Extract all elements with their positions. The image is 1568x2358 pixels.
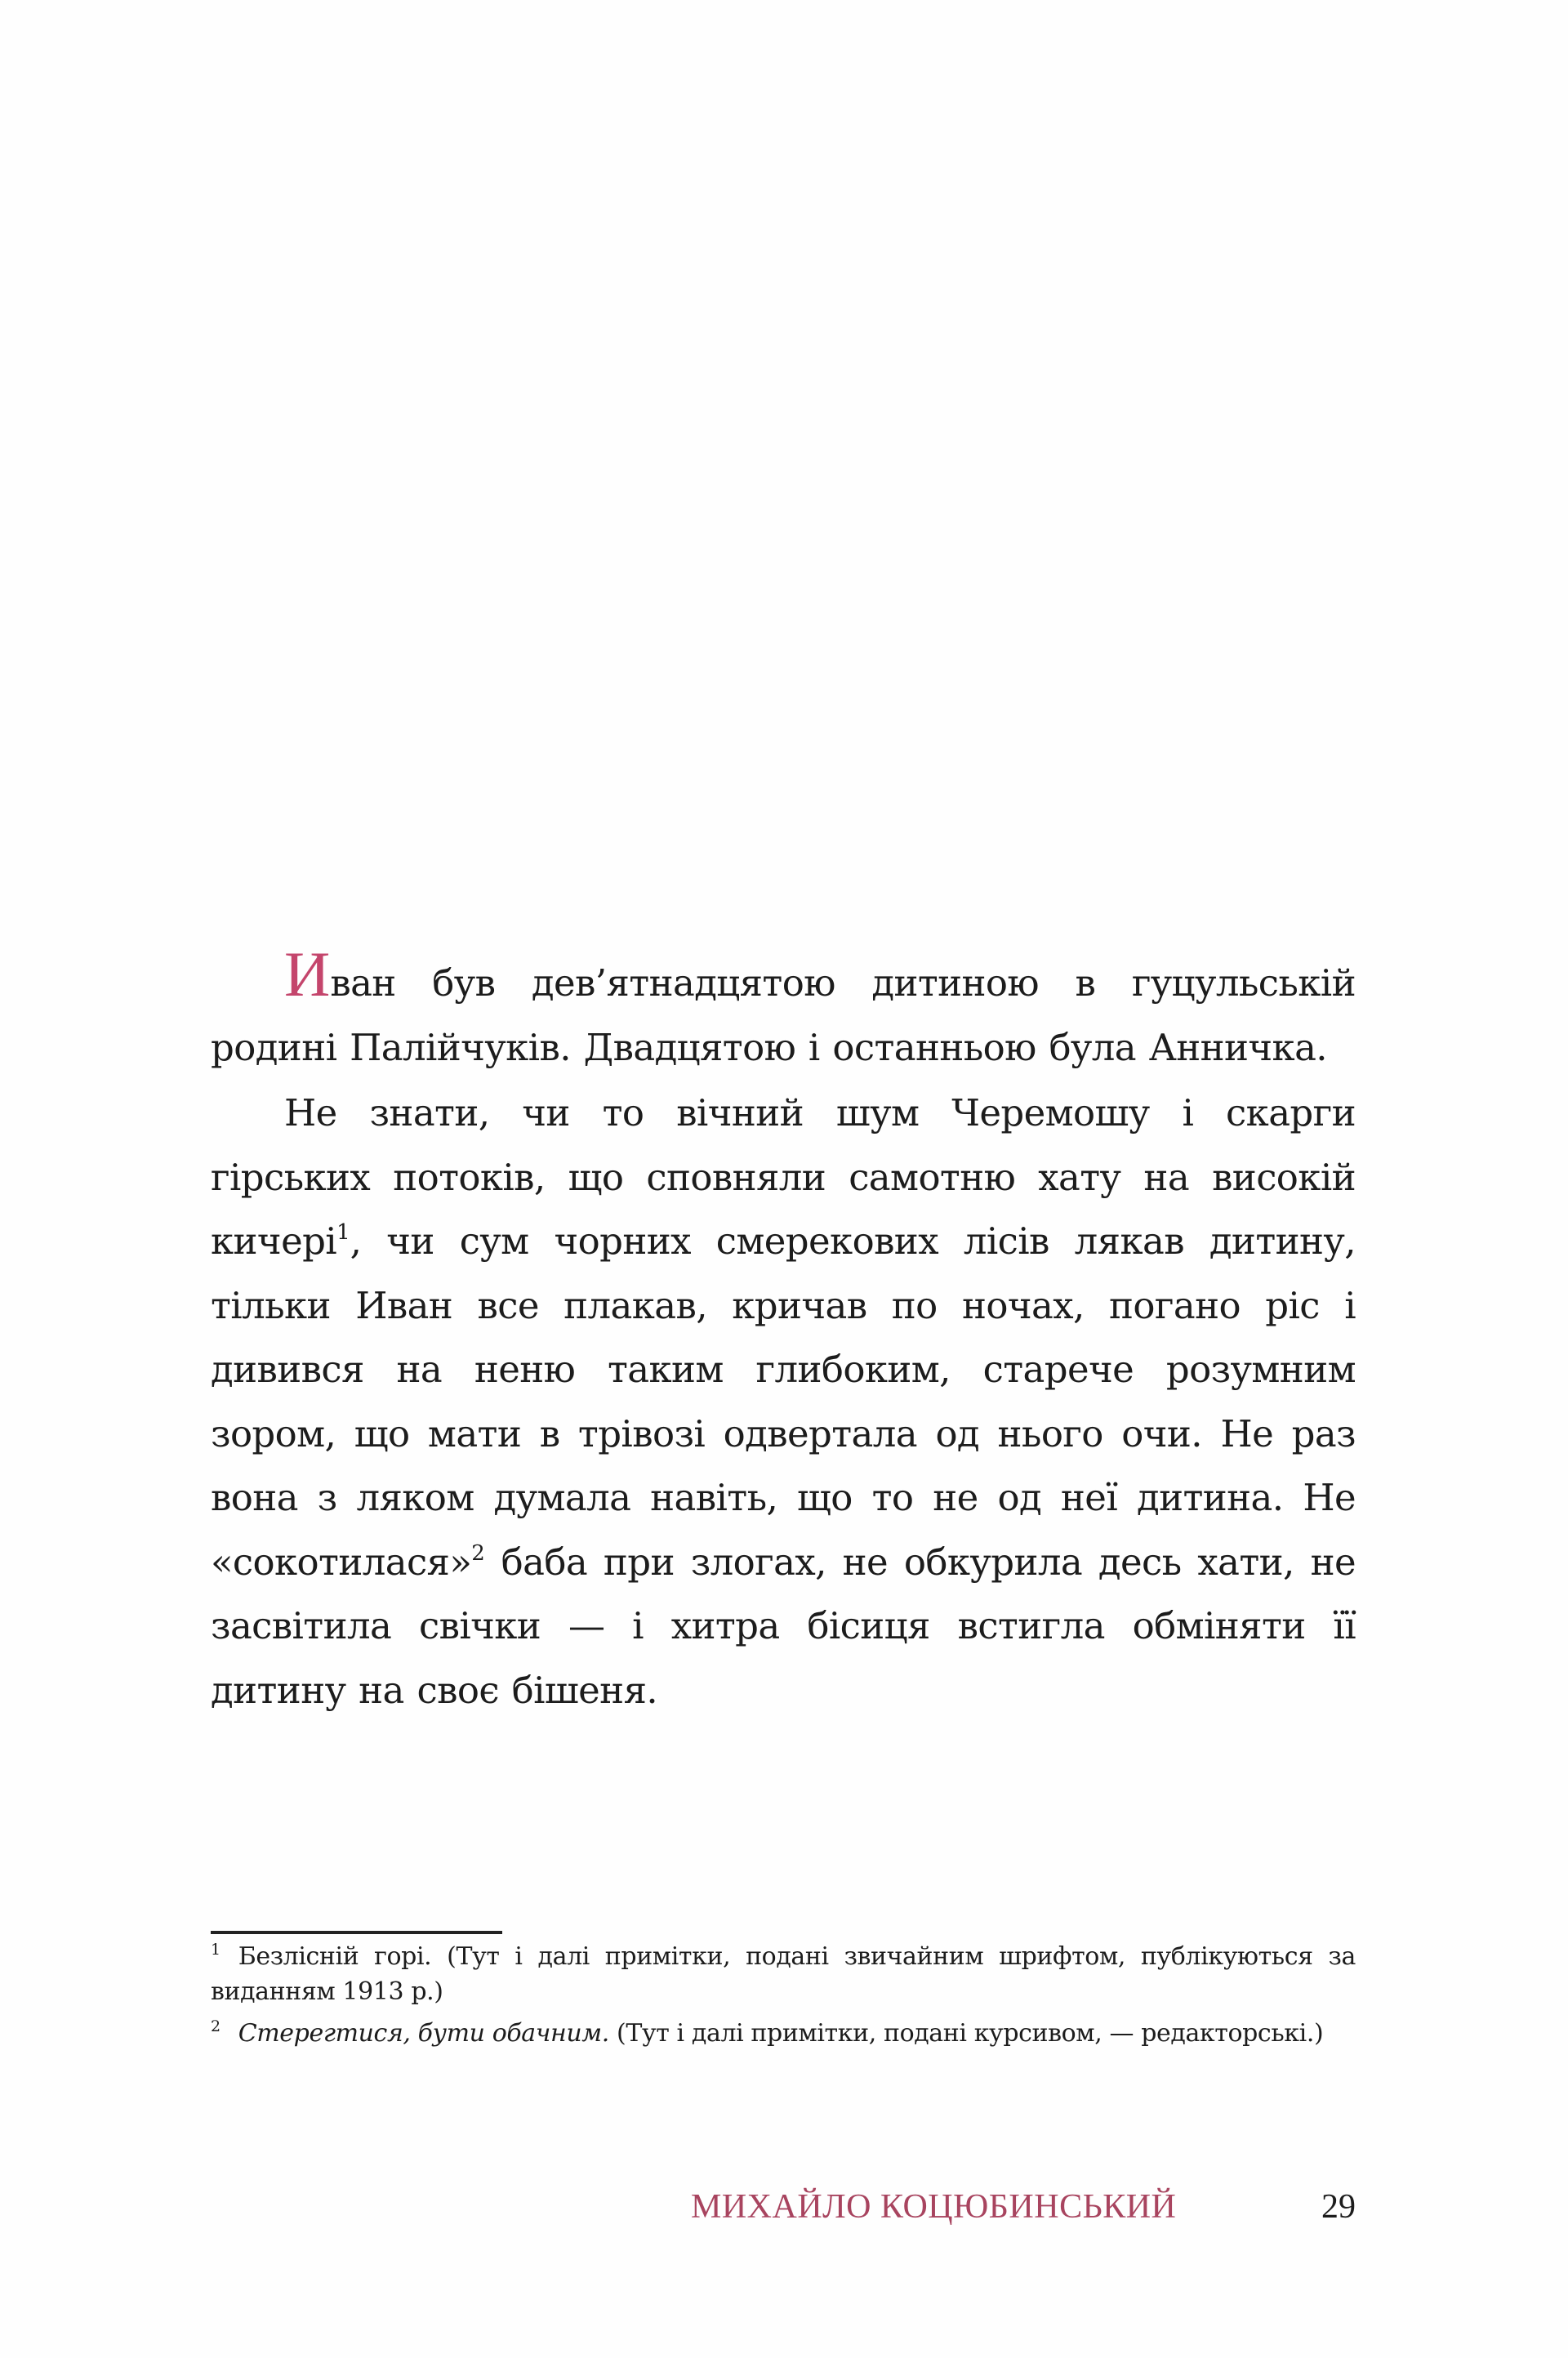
footnote-text: (Тут і далі примітки, подані курсивом, — редакторські.) [608, 2019, 1324, 2048]
footnote-ref-2[interactable]: 2 [471, 1540, 485, 1566]
footnote-separator [211, 1931, 502, 1934]
paragraph-2-text-b: , чи сум чорних смерекових лісів лякав дитину, тільки Иван все плакав, кричав по ночах, погано ріс і дивився на неню таким глибоким, старече розумним зором, що мати в трівозі одвертала од нього очи. Не раз вона з ляком думала навіть, що то не од неї дитина. Не «сокотилася» [211, 1219, 1356, 1584]
page-number: 29 [1321, 2188, 1356, 2226]
footer-author-name: МИХАЙЛО КОЦЮБИНСЬКИЙ [691, 2188, 1177, 2226]
paragraph-1 [211, 938, 1356, 1080]
footnote-2 [211, 2016, 1356, 2051]
footnote-text: Безлісній горі. (Тут і далі примітки, подані звичайним шрифтом, публікуються за виданням 1913 р.) [211, 1942, 1356, 2006]
paragraph-2 [211, 1081, 1356, 1723]
footnote-number: 2 [211, 2017, 220, 2035]
footnotes [211, 1931, 1356, 2051]
footnote-ref-1[interactable]: 1 [336, 1220, 350, 1245]
main-text [211, 938, 1356, 1723]
paragraph-2-text-a: Не знати, чи то вічний шум Черемошу і скарги гірських потоків, що сповняли самотню хату на високій кичері [211, 1091, 1356, 1263]
paragraph-2-text-c: баба при злогах, не обкурила десь хати, не засвітила свічки — і хитра бісиця встигла обміняти її дитину на своє бішеня. [211, 1540, 1356, 1712]
footnote-1 [211, 1939, 1356, 2009]
running-footer [691, 2187, 1356, 2227]
paragraph-1-text: ван був дев’ятнадцятою дитиною в гуцульській родині Палійчуків. Двадцятою і останньою була Анничка. [211, 961, 1356, 1069]
footnote-number: 1 [211, 1941, 220, 1959]
drop-cap: И [284, 938, 331, 1010]
footnote-italic-gloss: Стерегтися, бути обачним. [238, 2019, 609, 2048]
